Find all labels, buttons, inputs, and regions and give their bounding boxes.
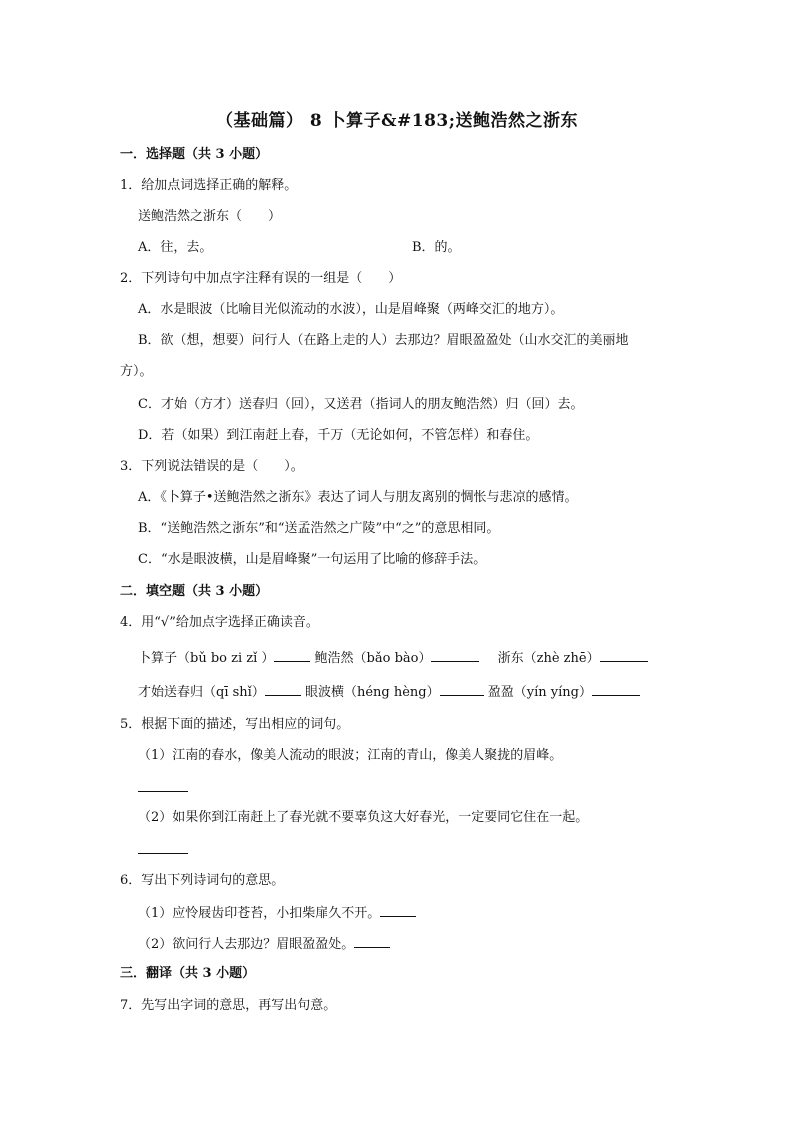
section-heading-choice: 一．选择题（共 3 小题） [120,147,269,162]
answer-blank[interactable] [265,682,301,696]
question-2-option-b-line2: 方）。 [120,364,153,379]
question-1-option-a: A．往，去。 [138,240,213,255]
reading-item-baohaoran: 鲍浩然（bǎo bào） [314,651,432,666]
section-heading-translate: 三．翻译（共 3 小题） [120,966,256,981]
reading-item-zhedong: 浙东（zhè zhē） [497,651,600,666]
reading-item-caishi: 才始送春归（qī shǐ） [138,685,265,700]
answer-blank[interactable] [600,648,648,662]
question-4-row-1 [138,648,648,668]
question-5-part-2: （2）如果你到江南赶上了春光就不要辜负这大好春光，一定要同它住在一起。 [138,810,589,825]
question-2-option-d: D．若（如果）到江南赶上春，千万（无论如何，不管怎样）和春住。 [138,428,539,443]
question-2-option-c: C．才始（方才）送春归（回），又送君（指词人的朋友鲍浩然）归（回）去。 [138,397,584,412]
reading-item-yanboheng: 眼波横（héng hèng） [304,685,440,700]
question-6-part-2 [138,934,390,954]
question-5-stem: 5．根据下面的描述，写出相应的词句。 [120,717,350,732]
question-6-stem: 6．写出下列诗词句的意思。 [120,873,285,888]
question-6-part-1-text: （1）应怜屐齿印苍苔，小扣柴扉久不开。 [138,906,381,921]
question-2-option-b-line1: B．欲（想，想要）问行人（在路上走的人）去那边？眉眼盈盈处（山水交汇的美丽地 [138,333,629,348]
answer-blank[interactable] [431,648,479,662]
section-heading-fill: 二．填空题（共 3 小题） [120,584,269,599]
answer-blank[interactable] [138,840,188,854]
question-6-part-2-text: （2）欲问行人去那边？眉眼盈盈处。 [138,937,355,952]
answer-blank[interactable] [592,682,640,696]
question-2-stem: 2．下列诗句中加点字注释有误的一组是（ ） [120,271,402,286]
question-3-option-c: C．“水是眼波横，山是眉峰聚”一句运用了比喻的修辞手法。 [138,552,487,567]
answer-blank[interactable] [138,778,188,792]
question-5-answer-1 [138,778,188,798]
question-4-stem: 4．用“√”给加点字选择正确读音。 [120,615,319,630]
question-1-sub: 送鲍浩然之浙东（ ） [138,209,282,224]
answer-blank[interactable] [274,648,310,662]
question-2-option-a: A．水是眼波（比喻目光似流动的水波），山是眉峰聚（两峰交汇的地方）。 [138,302,564,317]
question-1-option-b: B．的。 [412,240,461,255]
page-title: （基础篇） 8 卜算子&#183;送鲍浩然之浙东 [215,111,579,131]
answer-blank[interactable] [380,903,416,917]
question-1-stem: 1．给加点词选择正确的解释。 [120,178,298,193]
answer-blank[interactable] [354,934,390,948]
reading-item-busuanzi: 卜算子（bǔ bo zi zǐ ） [138,651,275,666]
question-3-stem: 3．下列说法错误的是（ ）。 [120,459,304,474]
question-3-option-a: A．《卜算子•送鲍浩然之浙东》表达了词人与朋友离别的惆怅与悲凉的感情。 [138,490,578,505]
answer-blank[interactable] [440,682,484,696]
question-5-part-1: （1）江南的春水，像美人流动的眼波；江南的青山，像美人聚拢的眉峰。 [138,748,563,763]
question-7-stem: 7．先写出字词的意思，再写出句意。 [120,998,337,1013]
question-3-option-b: B．“送鲍浩然之浙东”和“送孟浩然之广陵”中“之”的意思相同。 [138,521,500,536]
question-4-row-2 [138,682,640,702]
reading-item-yingying: 盈盈（yín yíng） [487,685,592,700]
question-5-answer-2 [138,840,188,860]
question-6-part-1 [138,903,416,923]
